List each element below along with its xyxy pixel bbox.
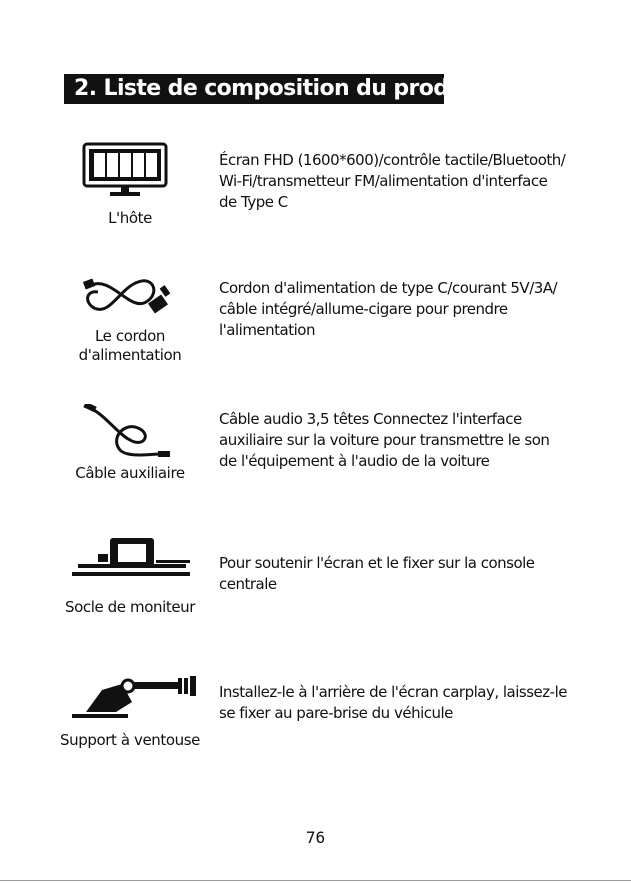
aux-cable-icon	[82, 404, 172, 460]
monitor-icon	[82, 142, 168, 198]
item-description-host: Écran FHD (1600*600)/contrôle tactile/Bluetooth/ Wi-Fi/transmetteur FM/alimentation d'interface de Type C	[219, 151, 566, 211]
item-description-aux-cable: Câble audio 3,5 têtes Connectez l'interface auxiliaire sur la voiture pour transmettre le son de l'équipement à l'audio de la voiture	[219, 410, 550, 470]
item-label-monitor-stand: Socle de moniteur	[64, 598, 196, 616]
monitor-stand-icon	[72, 536, 190, 582]
section-title: 2. Liste de composition du produit	[64, 74, 444, 104]
page-number: 76	[305, 828, 326, 847]
item-description-monitor-stand: Pour soutenir l'écran et le fixer sur la console centrale	[219, 554, 535, 593]
item-label-aux-cable: Câble auxiliaire	[75, 464, 185, 482]
item-description-power-cord: Cordon d'alimentation de type C/courant 5V/3A/ câble intégré/allume-cigare pour prendre l'alimentation	[219, 279, 558, 339]
bottom-divider	[0, 880, 631, 881]
suction-mount-icon	[72, 672, 200, 720]
item-label-host: L'hôte	[108, 209, 152, 227]
power-cord-icon	[80, 272, 176, 320]
item-description-suction-mount: Installez-le à l'arrière de l'écran carplay, laissez-le se fixer au pare-brise du véhicule	[219, 683, 567, 722]
item-label-suction-mount: Support à ventouse	[59, 731, 201, 749]
item-label-power-cord: Le cordon d'alimentation	[78, 327, 182, 364]
